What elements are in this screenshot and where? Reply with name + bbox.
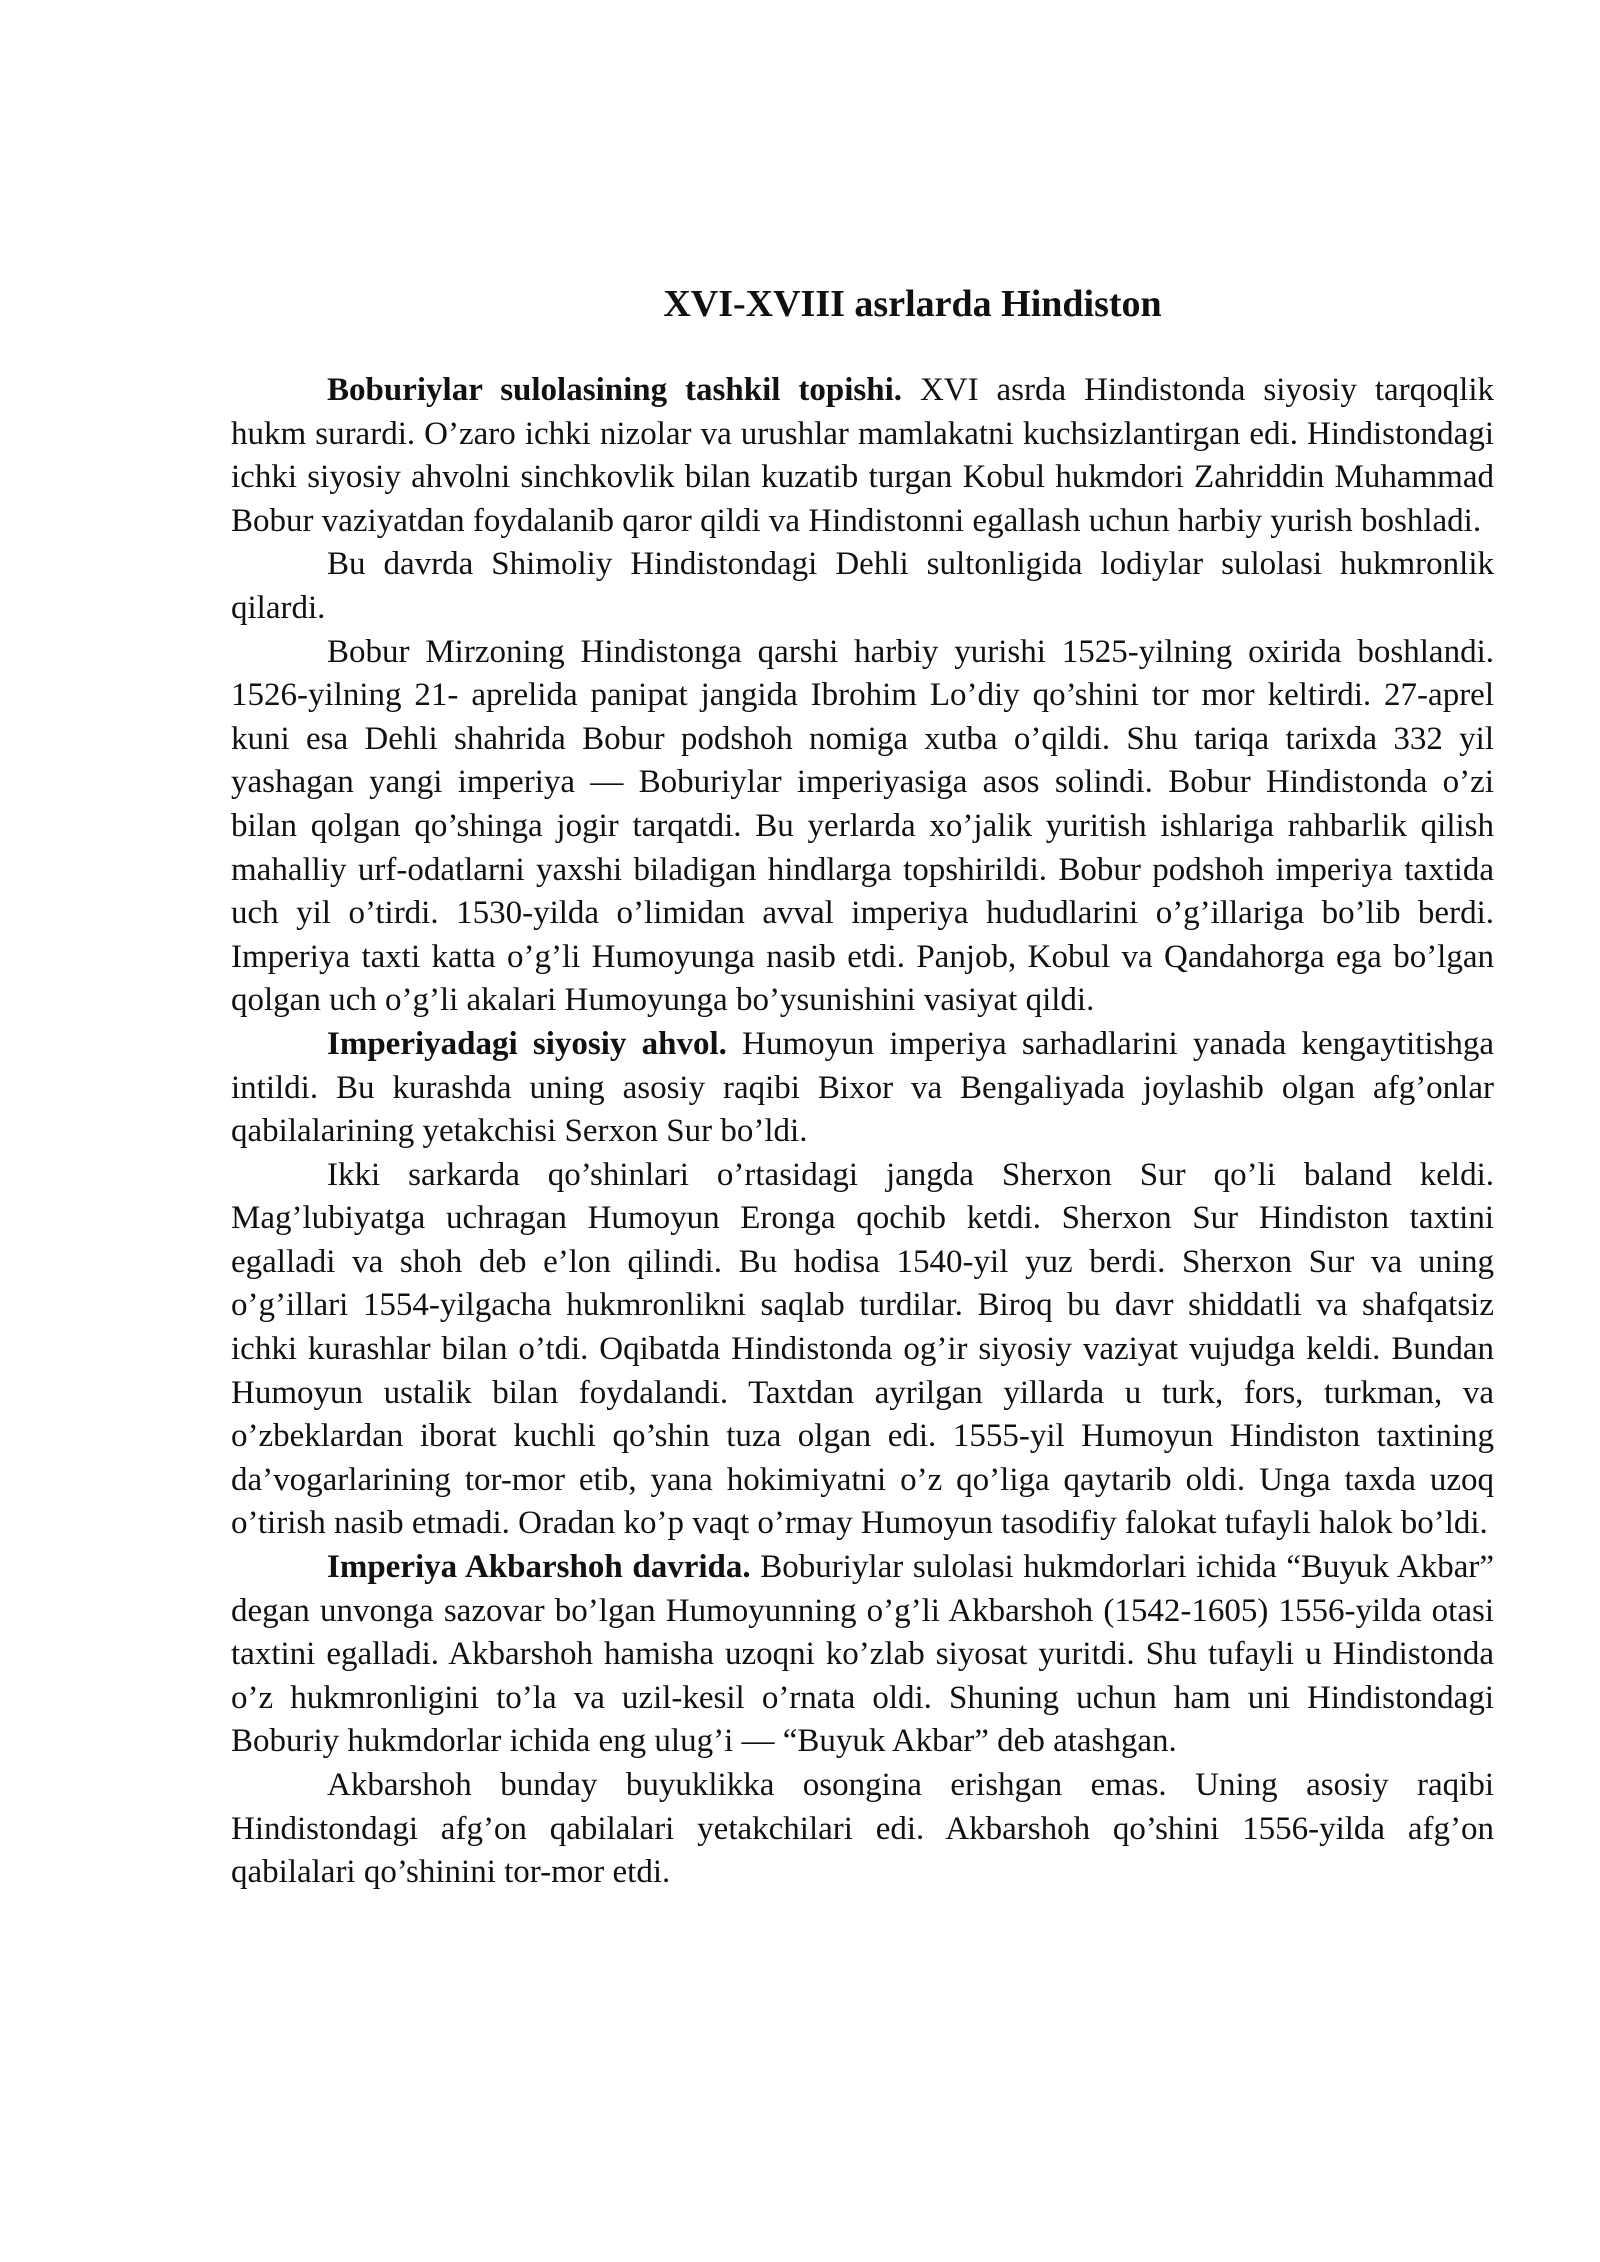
paragraph-siyosiy-ahvol [231, 1023, 1494, 1154]
section-heading-siyosiy-ahvol: Imperiyadagi siyosiy ahvol. [327, 1025, 727, 1062]
paragraph-text: Akbarshoh bunday buyuklikka osongina erishgan emas. Uning asosiy raqibi Hindistondagi afg’on qabilalari yetakchilari edi. Akbarshoh qo’shini 1556-yilda afg’on qabilalari qo’shinini tor-mor etdi. [231, 1767, 1494, 1891]
paragraph-text: Humoyun imperiya sarhadlarini yanada kengaytitishga intildi. Bu kurashda uning asosiy raqibi Bixor va Bengaliyada joylashib olgan afg’onlar qabilalarining yetakchisi Serxon Sur bo’ldi. [231, 1025, 1494, 1150]
paragraph-boburiylar-sulolasi [231, 369, 1494, 543]
section-heading-boburiylar-sulolasi: Boburiylar sulolasining tashkil topishi. [327, 372, 902, 408]
paragraph-bobur-yurishi [231, 631, 1494, 1023]
paragraph-text: XVI asrda Hindistonda siyosiy tarqoqlik hukm surardi. O’zaro ichki nizolar va urushlar mamlakatni kuchsizlantirgan edi. Hindistondagi ichki siyosiy ahvolni sinchkovlik bilan kuzatib turgan Kobul hukmdori Zahriddin Muhammad Bobur vaziyatdan foydalanib qaror qildi va Hindistonni egallash uchun harbiy yurish boshladi. [231, 372, 1494, 539]
paragraph-akbarshoh-davri [231, 1546, 1494, 1764]
paragraph-sherxon-sur [231, 1154, 1494, 1546]
paragraph-text: Bu davrda Shimoliy Hindistondagi Dehli sultonligida lodiylar sulolasi hukmronlik qilardi. [231, 546, 1494, 626]
paragraph-text: Bobur Mirzoning Hindistonga qarshi harbiy yurishi 1525-yilning oxirida boshlandi. 1526-yilning 21- aprelida panipat jangida Ibrohim Lo’diy qo’shini tor mor keltirdi. 27-aprel kuni esa Dehli shahrida Bobur podshoh nomiga xutba o’qildi. Shu tariqa tarixda 332 yil yashagan yangi imperiya — Boburiylar imperiyasiga asos solindi. Bobur Hindistonda o’zi bilan qolgan qo’shinga jogir tarqatdi. Bu yerlarda xo’jalik yuritish ishlariga rahbarlik qilish mahalliy urf-odatlarni yaxshi biladigan hindlarga topshirildi. Bobur podshoh imperiya taxtida uch yil o’tirdi. 1530-yilda o’limidan avval imperiya hududlarini o’g’illariga bo’lib berdi. Imperiya taxti katta o’g’li Humoyunga nasib etdi. Panjob, Kobul va Qandahorga ega bo’lgan qolgan uch o’g’li akalari Humoyunga bo’ysunishini vasiyat qildi. [231, 633, 1494, 1019]
page-title: XVI-XVIII asrlarda Hindiston [663, 283, 1162, 325]
paragraph-text: Boburiylar sulolasi hukmdorlari ichida “Buyuk Akbar” degan unvonga sazovar bo’lgan Humoyunning o’g’li Akbarshoh (1542-1605) 1556-yilda otasi taxtini egalladi. Akbarshoh hamisha uzoqni ko’zlab siyosat yuritdi. Shu tufayli u Hindistonda o’z hukmronligini to’la va uzil-kesil o’rnata oldi. Shuning uchun ham uni Hindistondagi Boburiy hukmdorlar ichida eng ulug’i — “Buyuk Akbar” deb atashgan. [231, 1549, 1494, 1760]
section-heading-akbarshoh-davri: Imperiya Akbarshoh davrida. [327, 1549, 751, 1586]
paragraph-dehli-sultonligi [231, 543, 1494, 630]
document-page [231, 275, 1494, 1895]
paragraph-text: Ikki sarkarda qo’shinlari o’rtasidagi jangda Sherxon Sur qo’li baland keldi. Mag’lubiyatga uchragan Humoyun Eronga qochib ketdi. Sherxon Sur Hindiston taxtini egalladi va shoh deb e’lon qilindi. Bu hodisa 1540-yil yuz berdi. Sherxon Sur va uning o’g’illari 1554-yilgacha hukmronlikni saqlab turdilar. Biroq bu davr shiddatli va shafqatsiz ichki kurashlar bilan o’tdi. Oqibatda Hindistonda og’ir siyosiy vaziyat vujudga keldi. Bundan Humoyun ustalik bilan foydalandi. Taxtdan ayrilgan yillarda u turk, fors, turkman, va o’zbeklardan iborat kuchli qo’shin tuza olgan edi. 1555-yil Humoyun Hindiston taxtining da’vogarlarining tor-mor etib, yana hokimiyatni o’z qo’liga qaytarib oldi. Unga taxda uzoq o’tirish nasib etmadi. Oradan ko’p vaqt o’rmay Humoyun tasodifiy falokat tufayli halok bo’ldi. [231, 1156, 1494, 1542]
paragraph-akbarshoh-raqiblari [231, 1764, 1494, 1895]
